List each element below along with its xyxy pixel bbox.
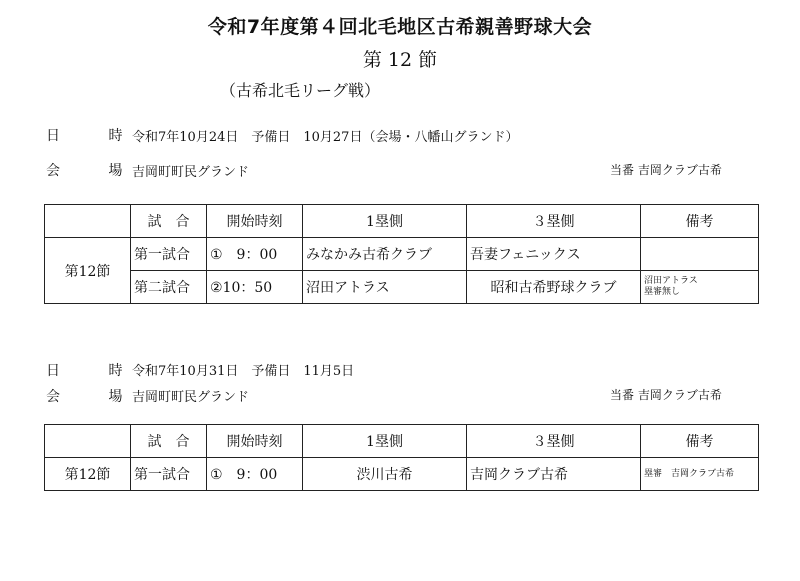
header-blank [45, 205, 131, 238]
round-cell: 第12節 [45, 458, 131, 491]
schedule-table [44, 424, 759, 491]
first-base-team: 渋川古希 [303, 458, 467, 491]
third-base-team: 吾妻フェニックス [467, 238, 641, 271]
table-header-row [45, 205, 759, 238]
notes-cell [641, 238, 759, 271]
header-start-time: 開始時刻 [207, 425, 303, 458]
note-line: 塁審無し [644, 287, 681, 297]
venue-text: 吉岡町町民グランド [132, 390, 250, 405]
page-title: 令和7年度第４回北毛地区古希親善野球大会 [207, 16, 593, 38]
venue-text: 吉岡町町民グランド [132, 165, 250, 180]
game-cell: 第二試合 [131, 271, 207, 304]
duty-team: 当番 吉岡クラブ古希 [610, 388, 722, 402]
header-notes: 備考 [641, 205, 759, 238]
header-first-base: 1塁側 [303, 425, 467, 458]
header-game: 試 合 [131, 205, 207, 238]
note-line: 沼田アトラス [644, 276, 698, 286]
header-notes: 備考 [641, 425, 759, 458]
game-cell: 第一試合 [131, 238, 207, 271]
table-header-row [45, 425, 759, 458]
header-blank [45, 425, 131, 458]
table-row [45, 458, 759, 491]
league-name: （古希北毛リーグ戦） [219, 81, 380, 100]
table-row [45, 238, 759, 271]
header-first-base: 1塁側 [303, 205, 467, 238]
first-base-team: みなかみ古希クラブ [303, 238, 467, 271]
venue-label: 会 場 [46, 163, 145, 179]
third-base-team: 吉岡クラブ古希 [467, 458, 641, 491]
table-row [45, 271, 759, 304]
date-label: 日 時 [46, 128, 145, 144]
time-cell: ① 9：00 [207, 458, 303, 491]
duty-team: 当番 吉岡クラブ古希 [610, 163, 722, 177]
third-base-team: 昭和古希野球クラブ [467, 271, 641, 304]
section-number: 第 12 節 [362, 49, 438, 71]
first-base-team: 沼田アトラス [303, 271, 467, 304]
header-start-time: 開始時刻 [207, 205, 303, 238]
schedule-table [44, 204, 759, 304]
date-label: 日 時 [46, 363, 145, 379]
venue-label: 会 場 [46, 389, 145, 405]
game-cell: 第一試合 [131, 458, 207, 491]
notes-cell [641, 271, 759, 304]
header-third-base: ３塁側 [467, 425, 641, 458]
round-cell: 第12節 [45, 238, 131, 304]
header-third-base: ３塁側 [467, 205, 641, 238]
date-text: 令和7年10月24日 予備日 10月27日（会場・八幡山グランド） [132, 130, 519, 145]
time-cell: ②10：50 [207, 271, 303, 304]
notes-cell: 塁審 吉岡クラブ古希 [641, 458, 759, 491]
time-cell: ① 9：00 [207, 238, 303, 271]
date-text: 令和7年10月31日 予備日 11月5日 [132, 364, 355, 379]
header-game: 試 合 [131, 425, 207, 458]
